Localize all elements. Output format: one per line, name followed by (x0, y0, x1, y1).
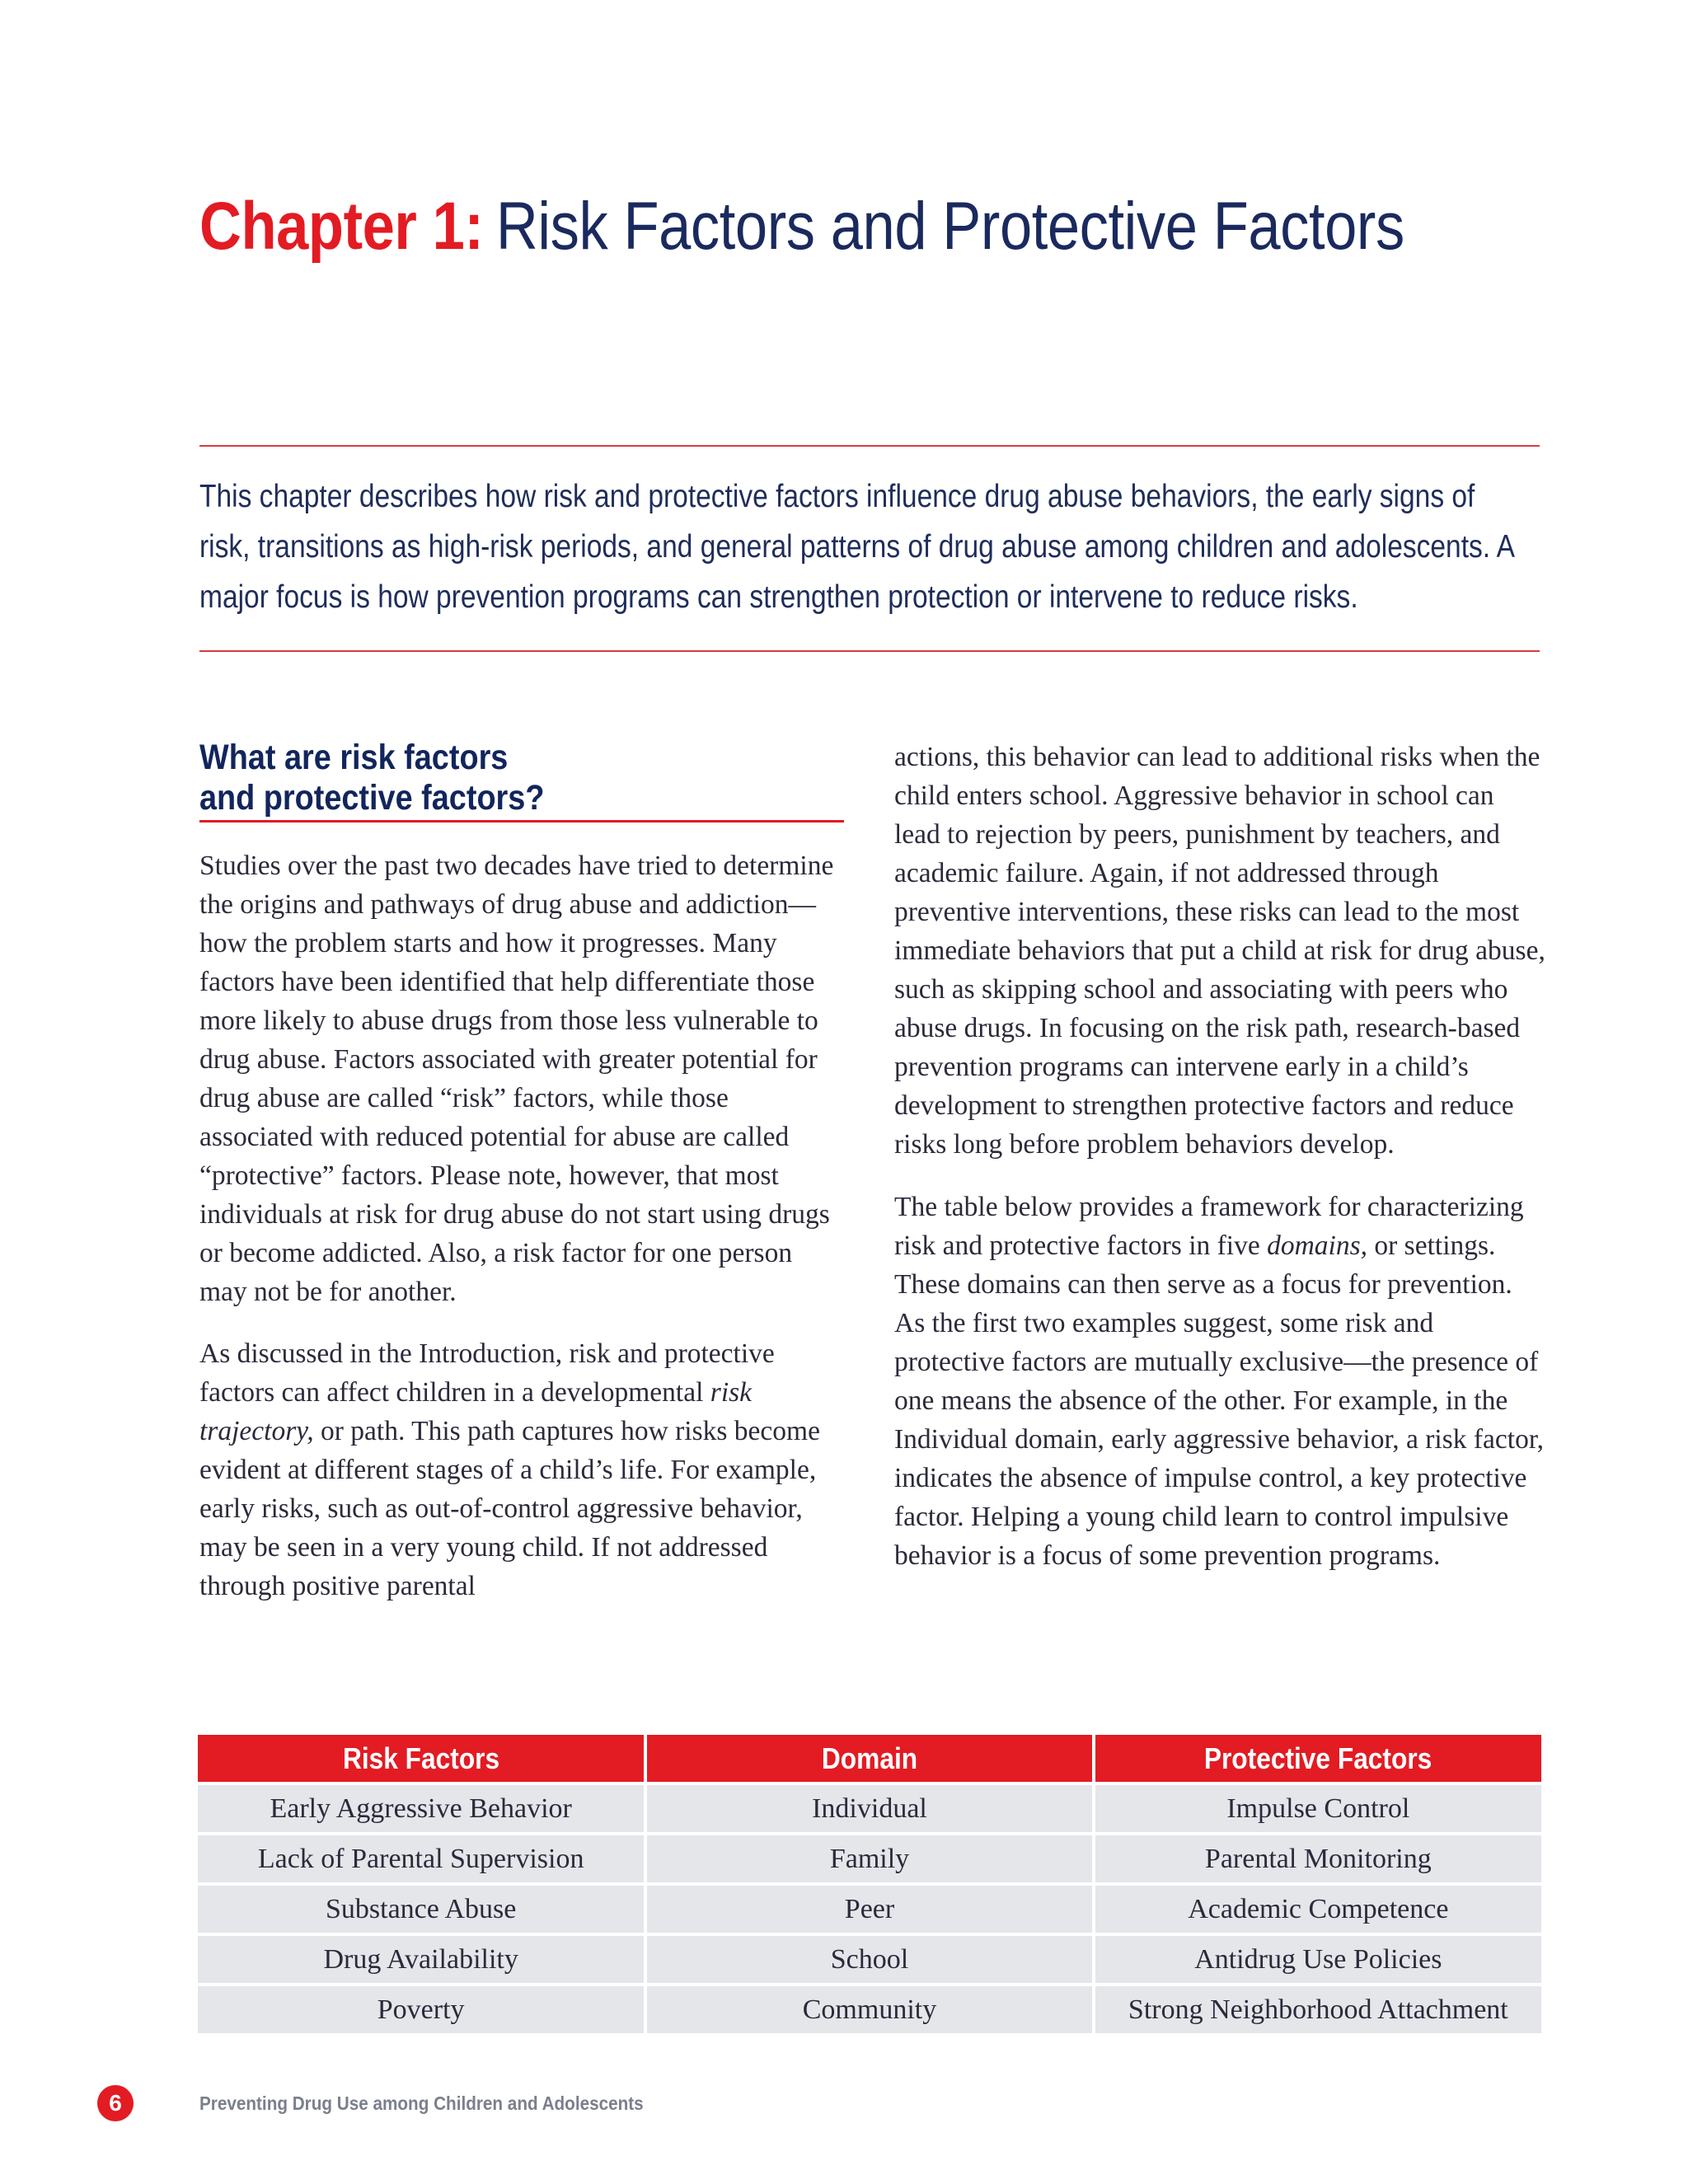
section-heading-line-1: What are risk factors (199, 738, 509, 777)
protective-factor-cell: Impulse Control (1094, 1783, 1541, 1834)
factors-table (198, 1735, 1541, 2033)
table-row (198, 1834, 1541, 1884)
domain-cell: School (645, 1934, 1093, 1985)
left-paragraph-2-emphasis: risk trajectory, (199, 1377, 753, 1446)
page-number-badge: 6 (97, 2085, 134, 2121)
domain-cell: Community (645, 1985, 1093, 2033)
table-header-row (198, 1735, 1541, 1783)
right-paragraph-2-start: The table below provides a framework for characterizing risk and protective factors in five (894, 1192, 1524, 1261)
header-risk-factors: Risk Factors (198, 1735, 645, 1783)
risk-protective-table (198, 1735, 1541, 2033)
right-paragraph-1: actions, this behavior can lead to additional risks when the child enters school. Aggressive behavior in school can lead to rejection by peers, punishment by teachers, and academic failure. Again, if not addressed through preventive interventions, these risks can lead to the most immediate behaviors that put a child at risk for drug abuse, such as skipping school and associating with peers who abuse drugs. In focusing on the risk path, research-based prevention programs can intervene early in a child’s development to strengthen protective factors and reduce risks long before problem behaviors develop. (894, 742, 1545, 1160)
right-column (894, 738, 1545, 1575)
domain-cell: Family (645, 1834, 1093, 1884)
right-paragraph-2-end: or settings. These domains can then serve as a focus for prevention. As the first two examples suggest, some risk and protective factors are mutually exclusive—the presence of one means the absence of the other. For example, in the Individual domain, early aggressive behavior, a risk factor, indicates the absence of impulse control, a key protective factor. Helping a young child learn to control impulsive behavior is a focus of some prevention programs. (894, 1230, 1545, 1571)
table-row (198, 1985, 1541, 2033)
header-protective-factors: Protective Factors (1094, 1735, 1541, 1783)
left-column (199, 738, 834, 1605)
risk-factor-cell: Poverty (198, 1985, 645, 2033)
protective-factor-cell: Strong Neighborhood Attachment (1094, 1985, 1541, 2033)
left-paragraph-2-start: As discussed in the Introduction, risk and protective factors can affect children in a developmental (199, 1338, 775, 1408)
intro-bottom-divider (199, 650, 1540, 652)
right-paragraph-2 (894, 1188, 1545, 1575)
protective-factor-cell: Parental Monitoring (1094, 1834, 1541, 1884)
risk-factor-cell: Drug Availability (198, 1934, 645, 1985)
protective-factor-cell: Academic Competence (1094, 1884, 1541, 1934)
domain-cell: Individual (645, 1783, 1093, 1834)
table-row (198, 1783, 1541, 1834)
publication-title: Preventing Drug Use among Children and Adolescents (199, 2092, 644, 2114)
chapter-intro: This chapter describes how risk and protective factors influence drug abuse behaviors, the early signs of risk, transitions as high-risk periods, and general patterns of drug abuse among children and adolescents. A major focus is how prevention programs can strengthen protection or intervene to reduce risks. (199, 479, 1514, 615)
table-row (198, 1934, 1541, 1985)
chapter-title-text: Risk Factors and Protective Factors (495, 189, 1404, 264)
chapter-title (199, 188, 1404, 265)
section-heading (199, 738, 844, 823)
header-domain: Domain (645, 1735, 1093, 1783)
domain-cell: Peer (645, 1884, 1093, 1934)
table-row (198, 1884, 1541, 1934)
section-heading-line-2: and protective factors? (199, 778, 545, 818)
page-footer (97, 2085, 693, 2121)
left-paragraph-2-end: or path. This path captures how risks become evident at different stages of a child’s life. For example, early risks, such as out-of-control aggressive behavior, may be seen in a very young child. If not addressed through positive parental (199, 1416, 820, 1601)
risk-factor-cell: Lack of Parental Supervision (198, 1834, 645, 1884)
left-paragraph-2 (199, 1334, 834, 1605)
chapter-label: Chapter 1: (199, 189, 484, 264)
intro-top-divider (199, 445, 1540, 447)
risk-factor-cell: Early Aggressive Behavior (198, 1783, 645, 1834)
risk-factor-cell: Substance Abuse (198, 1884, 645, 1934)
right-paragraph-2-emphasis: domains, (1267, 1230, 1368, 1261)
left-paragraph-1: Studies over the past two decades have tried to determine the origins and pathways of drug abuse and addiction—how the problem starts and how it progresses. Many factors have been identified that help differentiate those more likely to abuse drugs from those less vulnerable to drug abuse. Factors associated with greater potential for drug abuse are called “risk” factors, while those associated with reduced potential for abuse are called “protective” factors. Please note, however, that most individuals at risk for drug abuse do not start using drugs or become addicted. Also, a risk factor for one person may not be for another. (199, 851, 834, 1307)
protective-factor-cell: Antidrug Use Policies (1094, 1934, 1541, 1985)
